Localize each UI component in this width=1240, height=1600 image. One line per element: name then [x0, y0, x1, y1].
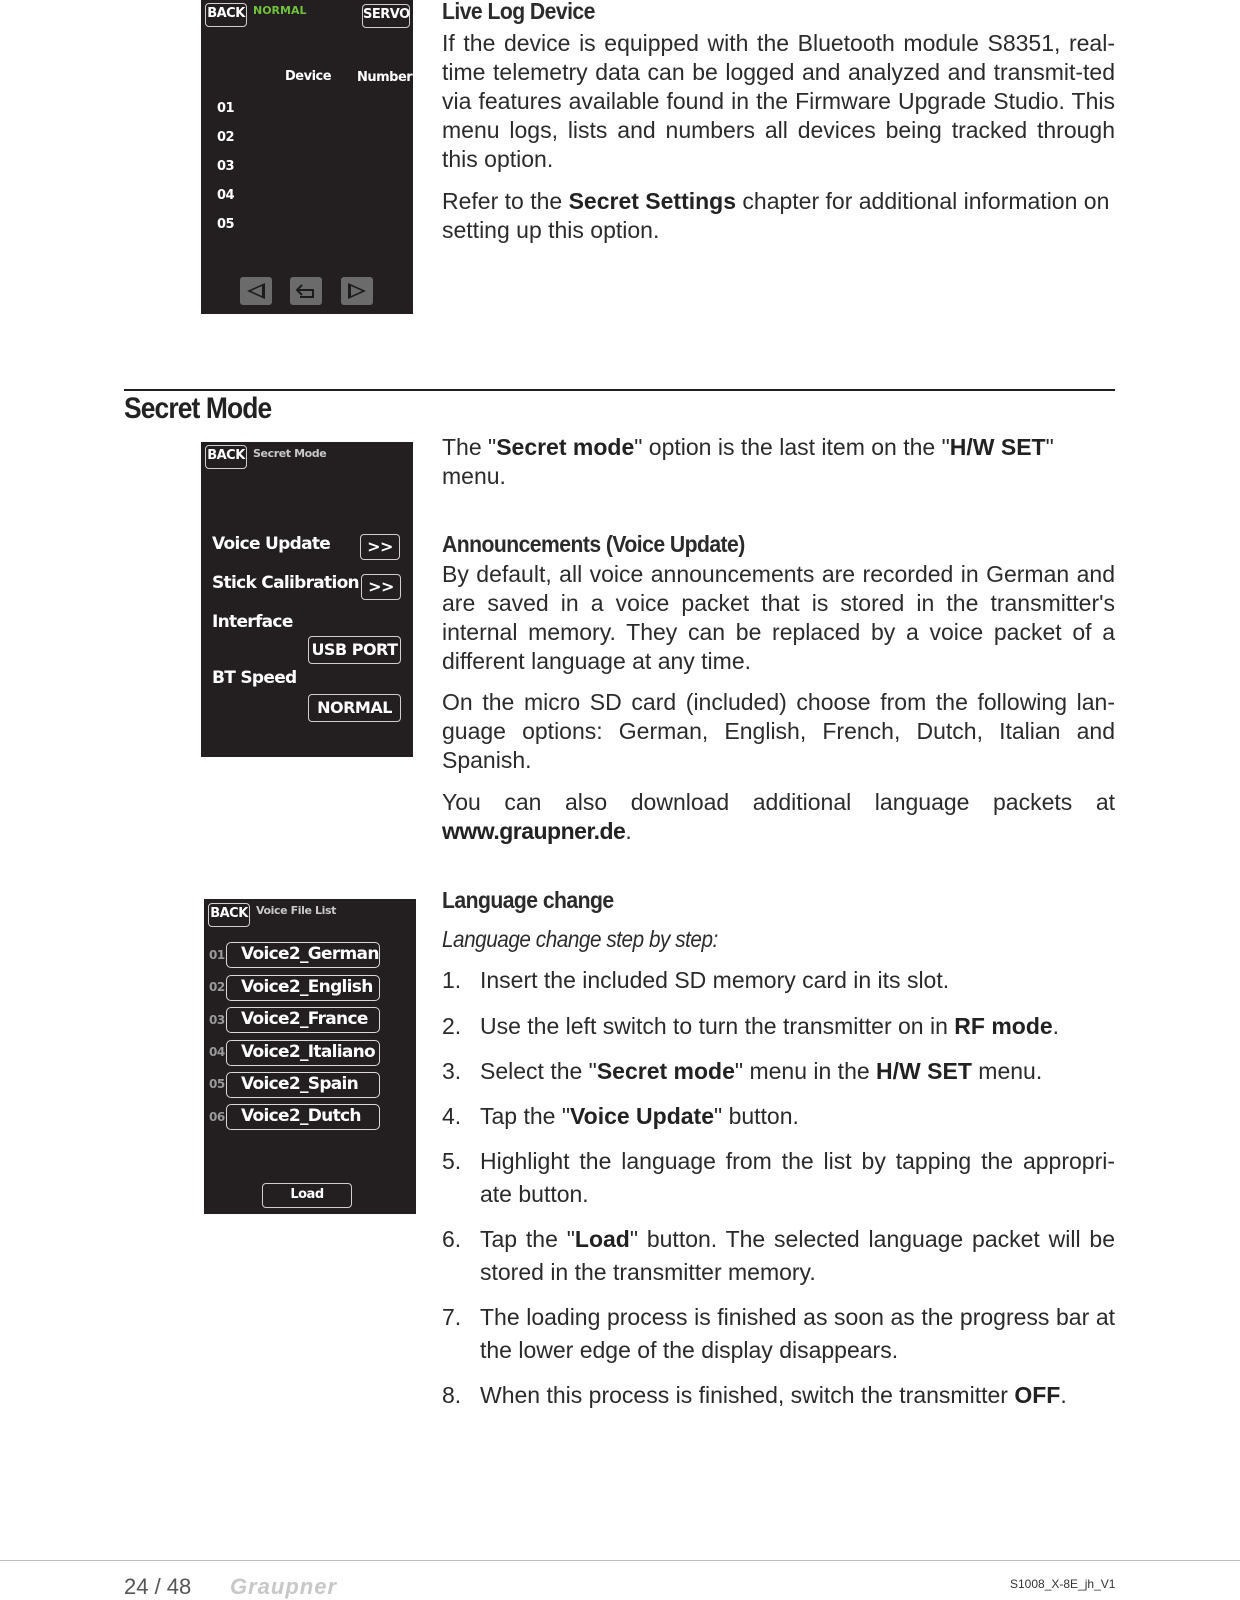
servo-button[interactable]: SERVO: [362, 4, 410, 28]
graupner-link[interactable]: www.graupner.de: [442, 818, 626, 844]
secret-mode-intro: The "Secret mode" option is the last item on the "H/W SET" menu.: [442, 434, 1054, 489]
screen-title: Secret Mode: [253, 447, 327, 460]
voice-file-button[interactable]: Voice2_Dutch: [226, 1104, 380, 1130]
next-page-button[interactable]: [341, 277, 373, 305]
stick-calibration-button[interactable]: >>: [361, 574, 401, 600]
voice-file-list-screen: [204, 899, 416, 1214]
live-log-screen: [201, 0, 413, 314]
page-number: 24 / 48: [124, 1574, 192, 1599]
interface-select[interactable]: USB PORT: [308, 636, 401, 664]
arrow-right-icon: [346, 282, 368, 300]
live-log-heading: Live Log Device: [442, 0, 595, 24]
status-label: NORMAL: [253, 4, 307, 17]
return-button[interactable]: [290, 277, 322, 305]
bt-speed-select[interactable]: NORMAL: [308, 694, 401, 722]
document-id: S1008_X-8E_jh_V1: [1010, 1577, 1116, 1591]
voice-update-label: Voice Update: [212, 534, 331, 554]
list-item-number: 05: [209, 1077, 225, 1091]
section-divider: [124, 389, 1115, 391]
arrow-left-icon: [245, 282, 267, 300]
list-item-number: 03: [209, 1013, 225, 1027]
list-item-number: 06: [209, 1110, 225, 1124]
language-change-heading: Language change: [442, 887, 614, 913]
list-item-number: 04: [209, 1045, 225, 1059]
voice-file-button[interactable]: Voice2_Italiano: [226, 1040, 380, 1066]
column-device: Device: [285, 69, 332, 84]
bt-speed-label: BT Speed: [212, 668, 297, 688]
back-button[interactable]: BACK: [205, 445, 247, 469]
voice-update-button[interactable]: >>: [360, 534, 400, 560]
voice-file-button[interactable]: Voice2_German: [226, 942, 380, 968]
announcements-heading: Announcements (Voice Update): [442, 531, 745, 557]
prev-page-button[interactable]: [240, 277, 272, 305]
screen-title: Voice File List: [256, 904, 336, 917]
device-row: 04: [217, 188, 235, 203]
return-icon: [294, 282, 318, 300]
announcements-paragraph-2: On the micro SD card (included) choose from the following lan-guage options: German, English, French, Dutch, Italian and Spanish.: [442, 689, 1115, 773]
device-row: 05: [217, 217, 235, 232]
load-button[interactable]: Load: [262, 1183, 352, 1208]
back-button[interactable]: BACK: [208, 903, 250, 927]
live-log-reference: Refer to the Secret Settings chapter for additional information on setting up this option.: [442, 188, 1110, 243]
list-item-number: 01: [209, 948, 225, 962]
device-row: 02: [217, 130, 235, 145]
live-log-paragraph: If the device is equipped with the Bluetooth module S8351, real-time telemetry data can be logged and analyzed and transmit-ted via features available found in the Firmware Upgrade Studio. This menu logs, lists and numbers all devices being tracked through this option.: [442, 30, 1115, 172]
announcements-paragraph-3: You can also download additional language packets at www.graupner.de.: [442, 789, 1115, 844]
list-item-number: 02: [209, 980, 225, 994]
column-number: Number: [357, 70, 413, 85]
back-button[interactable]: BACK: [205, 3, 247, 27]
language-change-subheading: Language change step by step:: [442, 926, 718, 952]
voice-file-button[interactable]: Voice2_English: [226, 975, 380, 1001]
section-title: Secret Mode: [124, 392, 272, 425]
device-row: 03: [217, 159, 235, 174]
device-row: 01: [217, 101, 235, 116]
interface-label: Interface: [212, 612, 293, 632]
secret-mode-screen: [201, 442, 413, 757]
brand-logo: Graupner: [230, 1574, 338, 1599]
announcements-paragraph-1: By default, all voice announcements are recorded in German and are saved in a voice packet that is stored in the transmitter's internal memory. They can be replaced by a voice packet of a different language at any time.: [442, 561, 1115, 674]
voice-file-button[interactable]: Voice2_Spain: [226, 1072, 380, 1098]
voice-file-button[interactable]: Voice2_France: [226, 1007, 380, 1033]
stick-calibration-label: Stick Calibration: [212, 573, 359, 593]
footer-divider: [0, 1560, 1240, 1561]
